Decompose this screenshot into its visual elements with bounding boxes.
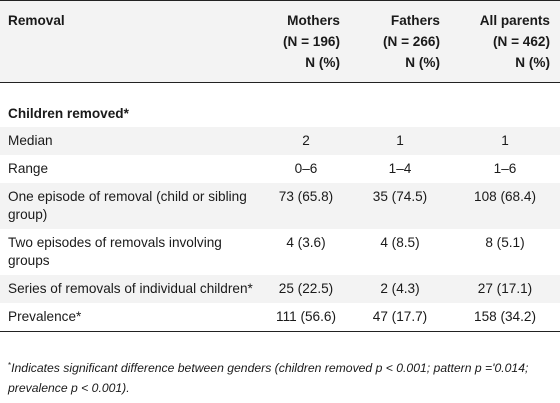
header-label-text: Removal	[8, 13, 65, 28]
section-title-row	[0, 83, 560, 127]
cell-mothers: 25 (22.5)	[278, 281, 334, 296]
cell-all: 8 (5.1)	[485, 235, 525, 250]
header-all-unit: N (%)	[515, 55, 550, 70]
bottom-rule	[0, 332, 560, 333]
cell-fathers: 47 (17.7)	[372, 309, 428, 324]
section-title: Children removed*	[8, 106, 129, 121]
header-all-name: All parents	[479, 13, 550, 28]
table-row	[0, 275, 560, 303]
header-fathers-n: (N = 266)	[382, 34, 440, 49]
cell-fathers: 1–4	[388, 161, 412, 176]
header-label	[0, 1, 262, 83]
table-footnote	[0, 356, 560, 398]
header-mothers-name: Mothers	[287, 13, 340, 28]
header-mothers-n: (N = 196)	[282, 34, 340, 49]
cell-all: 27 (17.1)	[477, 281, 533, 296]
row-label: One episode of removal (child or sibling group)	[8, 189, 247, 222]
header-mothers	[262, 1, 350, 83]
table-row	[0, 303, 560, 332]
cell-all: 1	[501, 133, 509, 148]
cell-mothers: 2	[302, 133, 310, 148]
footnote-marker: *	[8, 361, 12, 370]
cell-mothers: 111 (56.6)	[276, 309, 336, 324]
cell-fathers: 2 (4.3)	[380, 281, 420, 296]
table-row	[0, 229, 560, 275]
row-label: Range	[8, 161, 49, 176]
cell-all: 108 (68.4)	[474, 189, 536, 204]
cell-fathers: 1	[396, 133, 404, 148]
row-label: Two episodes of removals involving groups	[8, 235, 222, 268]
header-all-parents	[450, 1, 560, 83]
table-row	[0, 155, 560, 183]
header-mothers-unit: N (%)	[305, 55, 340, 70]
row-label: Prevalence*	[8, 309, 82, 324]
cell-all: 158 (34.2)	[474, 309, 536, 324]
cell-mothers: 0–6	[294, 161, 318, 176]
footnote-text: Indicates significant difference between genders (children removed p < 0.001; pattern p ='0.014; prevalence p < 0.001).	[8, 361, 529, 395]
header-fathers-name: Fathers	[390, 13, 440, 28]
table-row	[0, 183, 560, 229]
table-header	[0, 1, 560, 83]
header-fathers	[350, 1, 450, 83]
header-all-n: (N = 462)	[492, 34, 550, 49]
header-fathers-unit: N (%)	[405, 55, 440, 70]
cell-fathers: 35 (74.5)	[372, 189, 428, 204]
cell-mothers: 73 (65.8)	[278, 189, 334, 204]
row-label: Series of removals of individual children*	[8, 281, 253, 296]
cell-fathers: 4 (8.5)	[380, 235, 420, 250]
cell-mothers: 4 (3.6)	[286, 235, 326, 250]
row-label: Median	[8, 133, 53, 148]
table-row	[0, 127, 560, 155]
cell-all: 1–6	[493, 161, 517, 176]
